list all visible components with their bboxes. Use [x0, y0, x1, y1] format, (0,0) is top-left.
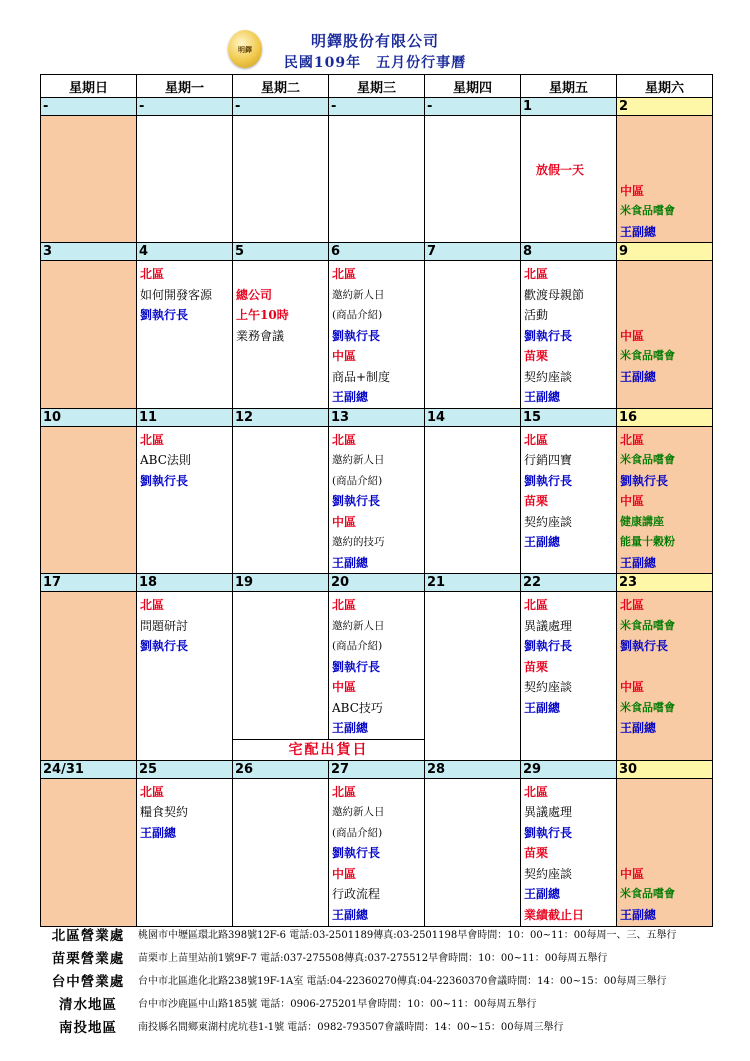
date-cell: 23 — [617, 574, 713, 592]
date-cell: 11 — [137, 408, 233, 426]
event-line: 劉執行長 — [332, 846, 381, 860]
date-row — [41, 760, 713, 778]
office-item — [40, 991, 730, 1014]
event-line: ABC技巧 — [332, 700, 383, 715]
office-item — [40, 1014, 730, 1037]
event-line: 米食品嚐會 — [620, 618, 675, 632]
event-line: 契約座談 — [524, 369, 573, 384]
event-line: 王副總 — [620, 907, 657, 922]
date-cell: 27 — [329, 760, 425, 778]
event-line — [620, 843, 709, 864]
event-line: 中區 — [332, 514, 357, 529]
day-cell — [137, 116, 233, 243]
weekday-header: 星期日 — [41, 75, 137, 98]
date-cell: 21 — [425, 574, 521, 592]
office-item — [40, 922, 730, 945]
date-cell: 2 — [617, 98, 713, 116]
day-cell — [617, 778, 713, 926]
date-row — [41, 408, 713, 426]
office-info: 桃園市中壢區環北路398號12F-6 電話:03-2501189傳真:03-2501198早會時間：10：00~11：00每周一、三、五舉行 — [138, 930, 677, 941]
event-line: 米食品嚐會 — [620, 887, 675, 900]
day-cell — [233, 778, 329, 926]
event-line: 北區 — [332, 598, 357, 612]
date-cell: 16 — [617, 408, 713, 426]
event-line: 如何開發客源 — [140, 287, 213, 302]
event-line: 苗栗 — [524, 349, 549, 363]
date-cell: 26 — [233, 760, 329, 778]
event-line: 邀約的技巧 — [332, 536, 385, 548]
event-line: 王副總 — [524, 887, 561, 901]
event-line: 劉執行長 — [332, 494, 381, 508]
day-cell — [425, 592, 521, 761]
event-line: 放假一天 — [524, 163, 585, 177]
office-item — [40, 968, 730, 991]
date-cell: - — [137, 98, 233, 116]
date-cell: - — [41, 98, 137, 116]
event-line — [524, 119, 613, 140]
office-info: 台中市北區進化北路238號19F-1A室 電話:04-22360270傳真:04-22360370會議時間：14：00~15：00每周三舉行 — [138, 976, 667, 987]
event-line: 王副總 — [524, 535, 561, 549]
date-cell: 10 — [41, 408, 137, 426]
event-line: 中區 — [620, 494, 645, 508]
weekday-header: 星期四 — [425, 75, 521, 98]
event-line — [620, 823, 709, 844]
date-cell: 13 — [329, 408, 425, 426]
event-line: 中區 — [620, 183, 645, 198]
event-line — [236, 264, 325, 285]
event-line: 劉執行長 — [620, 639, 669, 653]
day-cell — [329, 261, 425, 409]
day-cell — [41, 116, 137, 243]
event-line: 中區 — [620, 866, 645, 881]
calendar-table — [40, 74, 713, 927]
event-line: (商品介紹) — [332, 826, 383, 839]
day-cell — [41, 778, 137, 926]
event-line: 王副總 — [620, 721, 657, 735]
event-line: 米食品嚐會 — [620, 700, 675, 714]
office-list — [40, 922, 730, 1037]
event-line: 健康講座 — [620, 514, 664, 528]
office-name: 台中營業處 — [51, 973, 125, 990]
date-row — [41, 574, 713, 592]
date-cell: 22 — [521, 574, 617, 592]
event-line — [620, 140, 709, 161]
event-line: 總公司 — [236, 287, 273, 302]
office-info: 南投縣名間鄉東湖村虎坑巷1-1號 電話：0982-793507會議時間：14：00~15：00每周三舉行 — [138, 1022, 564, 1033]
date-cell: 19 — [233, 574, 329, 592]
date-cell: 17 — [41, 574, 137, 592]
day-cell — [137, 426, 233, 574]
event-line: 北區 — [524, 598, 549, 612]
event-line: 劉執行長 — [140, 639, 189, 653]
event-line: 糧食契約 — [140, 805, 189, 819]
event-line: 歡渡母親節 — [524, 287, 585, 302]
event-line: 北區 — [332, 432, 357, 447]
date-cell: 3 — [41, 243, 137, 261]
company-logo-icon: 明鐸 — [228, 30, 262, 68]
date-cell: 24/31 — [41, 760, 137, 778]
day-cell — [521, 261, 617, 409]
office-info: 苗栗市上苗里站前1號9F-7 電話:037-275508傳真:037-275512早會時間：10：00~11：00每周五舉行 — [138, 953, 608, 964]
event-line: 北區 — [140, 432, 165, 447]
event-line: 王副總 — [332, 907, 369, 922]
event-line: 北區 — [140, 784, 165, 799]
calendar-title: 民國109年 五月份行事曆 — [283, 55, 467, 71]
day-cell — [329, 592, 425, 740]
office-name: 苗栗營業處 — [51, 950, 125, 967]
event-line — [620, 802, 709, 823]
date-cell: 28 — [425, 760, 521, 778]
office-name: 清水地區 — [59, 996, 117, 1013]
event-line: 北區 — [524, 267, 549, 281]
weekday-header-row — [41, 75, 713, 98]
event-line: 北區 — [524, 784, 549, 799]
day-cell — [137, 592, 233, 761]
event-line: 中區 — [332, 866, 357, 881]
date-cell: 30 — [617, 760, 713, 778]
events-row — [41, 426, 713, 574]
event-line: 北區 — [140, 598, 165, 612]
event-line: 劉執行長 — [140, 473, 189, 488]
date-cell: - — [233, 98, 329, 116]
date-cell: 9 — [617, 243, 713, 261]
event-line: 中區 — [620, 328, 645, 343]
event-line: 中區 — [332, 680, 357, 694]
weekday-header: 星期二 — [233, 75, 329, 98]
office-info: 台中市沙鹿區中山路185號 電話：0906-275201早會時間：10：00~11：00每周五舉行 — [138, 999, 537, 1010]
date-cell: 20 — [329, 574, 425, 592]
event-line — [524, 140, 613, 161]
date-cell: 7 — [425, 243, 521, 261]
event-line — [620, 160, 709, 181]
event-line: 邀約新人日 — [332, 619, 385, 632]
event-line: 上午10時 — [236, 308, 289, 322]
event-line: (商品介紹) — [332, 474, 383, 487]
event-line: 中區 — [620, 680, 645, 694]
weekday-header: 星期一 — [137, 75, 233, 98]
date-cell: 14 — [425, 408, 521, 426]
day-cell — [233, 592, 329, 740]
event-line: 苗栗 — [524, 846, 549, 860]
event-line: (商品介紹) — [332, 309, 383, 321]
event-line — [620, 782, 709, 803]
event-line: 北區 — [524, 432, 549, 447]
weekday-header: 星期三 — [329, 75, 425, 98]
event-line: 米食品嚐會 — [620, 204, 675, 217]
day-cell — [233, 116, 329, 243]
event-line: 契約座談 — [524, 866, 573, 881]
office-item — [40, 945, 730, 968]
day-cell — [329, 778, 425, 926]
event-line: 北區 — [620, 598, 645, 612]
event-line: 王副總 — [332, 390, 369, 404]
event-line: 北區 — [332, 784, 357, 799]
event-line: 王副總 — [332, 721, 369, 735]
day-cell — [425, 426, 521, 574]
delivery-day-banner: 宅配出貨日 — [233, 739, 425, 760]
event-line: 問題研討 — [140, 618, 189, 633]
date-cell: - — [425, 98, 521, 116]
day-cell — [41, 592, 137, 761]
day-cell — [425, 261, 521, 409]
date-cell: 15 — [521, 408, 617, 426]
event-line: 苗栗 — [524, 659, 549, 674]
date-cell: 6 — [329, 243, 425, 261]
date-cell: - — [329, 98, 425, 116]
day-cell — [521, 116, 617, 243]
events-row — [41, 261, 713, 409]
event-line: 王副總 — [332, 555, 369, 570]
day-cell — [617, 592, 713, 761]
event-line: 王副總 — [140, 825, 177, 840]
day-cell — [137, 261, 233, 409]
event-line: 劉執行長 — [332, 328, 381, 343]
day-cell — [521, 778, 617, 926]
event-line — [620, 305, 709, 326]
event-line: 邀約新人日 — [332, 806, 385, 818]
event-line: 劉執行長 — [620, 473, 669, 488]
date-cell: 29 — [521, 760, 617, 778]
event-line: 米食品嚐會 — [620, 453, 675, 466]
event-line: 邀約新人日 — [332, 454, 385, 466]
event-line: 劉執行長 — [332, 659, 381, 674]
day-cell — [233, 426, 329, 574]
event-line: 契約座談 — [524, 514, 573, 529]
event-line: 中區 — [332, 349, 357, 363]
day-cell — [41, 426, 137, 574]
date-row — [41, 243, 713, 261]
event-line: 邀約新人日 — [332, 288, 385, 301]
event-line — [620, 264, 709, 285]
event-line: 王副總 — [620, 369, 657, 384]
event-line: 行政流程 — [332, 887, 381, 901]
event-line: (商品介紹) — [332, 640, 383, 652]
weekday-header: 星期六 — [617, 75, 713, 98]
day-cell — [617, 116, 713, 243]
event-line — [620, 285, 709, 306]
date-cell: 8 — [521, 243, 617, 261]
event-line: 業績截止日 — [524, 907, 585, 922]
day-cell — [233, 261, 329, 409]
day-cell — [137, 778, 233, 926]
day-cell — [425, 116, 521, 243]
date-cell: 25 — [137, 760, 233, 778]
day-cell — [617, 426, 713, 574]
date-cell: 1 — [521, 98, 617, 116]
event-line: 劉執行長 — [140, 308, 189, 322]
event-line: 行銷四寶 — [524, 453, 573, 467]
company-name: 明鐸股份有限公司 — [310, 32, 439, 50]
event-line: 業務會議 — [236, 328, 285, 343]
event-line: 北區 — [332, 267, 357, 281]
event-line: 王副總 — [620, 224, 657, 239]
event-line: 劉執行長 — [524, 639, 573, 653]
day-cell — [329, 426, 425, 574]
page-header — [0, 0, 750, 74]
event-line: 劉執行長 — [524, 473, 573, 488]
day-cell — [329, 116, 425, 243]
day-cell — [41, 261, 137, 409]
date-cell: 18 — [137, 574, 233, 592]
event-line: 王副總 — [524, 700, 561, 715]
events-row — [41, 592, 713, 740]
weekday-header: 星期五 — [521, 75, 617, 98]
date-cell: 5 — [233, 243, 329, 261]
events-row — [41, 778, 713, 926]
event-line: 能量十穀粉 — [620, 535, 675, 548]
day-cell — [521, 426, 617, 574]
event-line: 劉執行長 — [524, 328, 573, 343]
event-line: 活動 — [524, 308, 549, 322]
event-line: 苗栗 — [524, 494, 549, 508]
event-line: 劉執行長 — [524, 825, 573, 840]
event-line: 王副總 — [620, 555, 657, 570]
events-row — [41, 116, 713, 243]
event-line: 契約座談 — [524, 680, 573, 694]
date-cell: 4 — [137, 243, 233, 261]
date-row — [41, 98, 713, 116]
event-line: 異議處理 — [524, 805, 573, 819]
event-line: 北區 — [140, 267, 165, 281]
event-line — [620, 657, 709, 678]
event-line: 米食品嚐會 — [620, 349, 675, 362]
event-line — [620, 119, 709, 140]
event-line: 王副總 — [524, 390, 561, 404]
day-cell — [425, 778, 521, 926]
office-name: 北區營業處 — [51, 927, 125, 944]
event-line: 異議處理 — [524, 618, 573, 633]
event-line: 北區 — [620, 432, 645, 447]
day-cell — [521, 592, 617, 761]
day-cell — [617, 261, 713, 409]
date-cell: 12 — [233, 408, 329, 426]
event-line: 商品+制度 — [332, 369, 391, 384]
event-line: ABC法則 — [140, 453, 191, 467]
office-name: 南投地區 — [59, 1019, 117, 1036]
